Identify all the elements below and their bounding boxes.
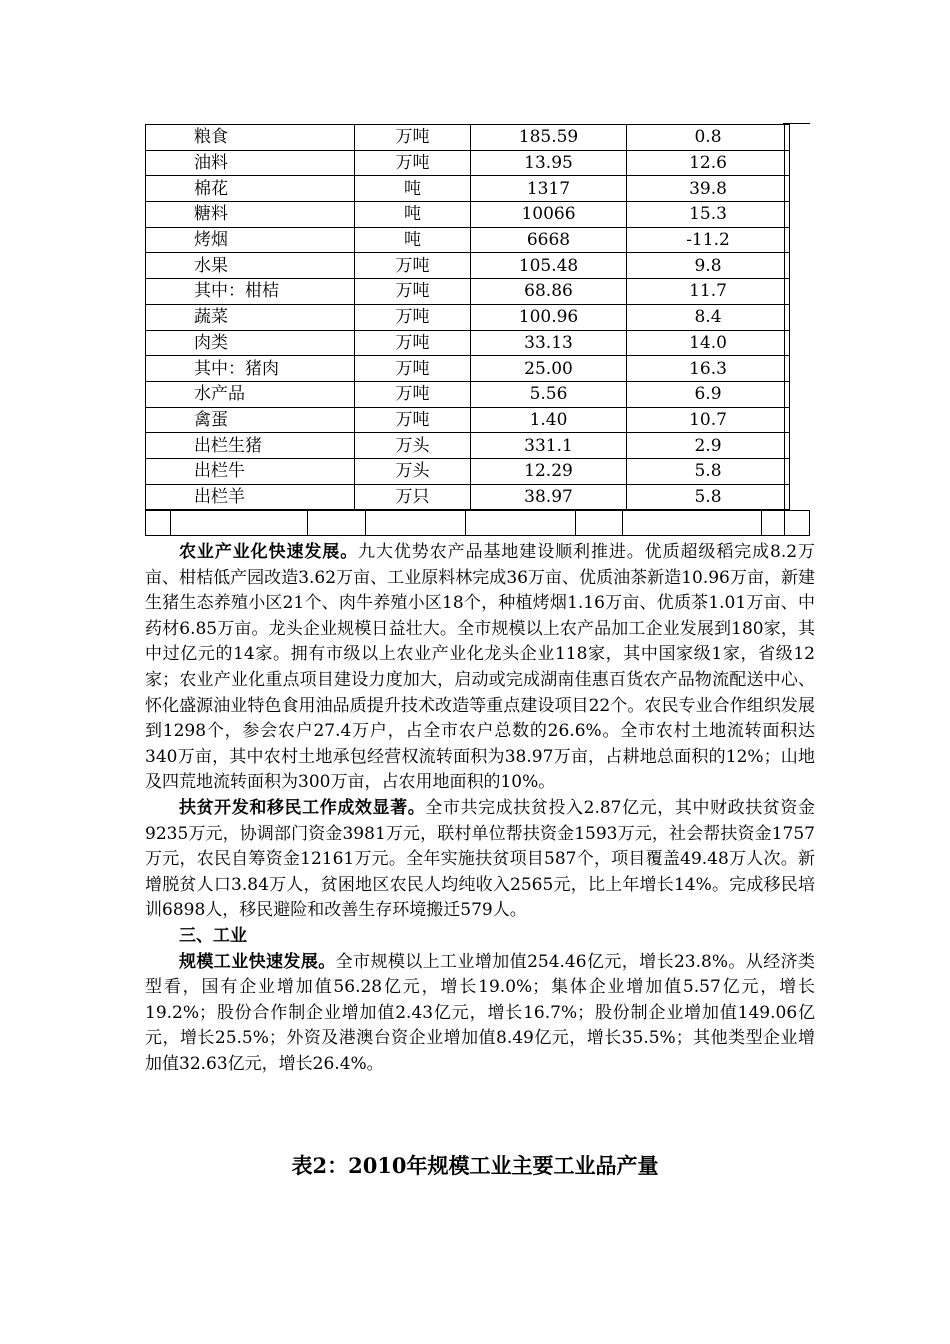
table-row [146, 484, 790, 510]
product-name-cell: 水产品 [146, 381, 355, 407]
unit-cell: 万吨 [355, 279, 471, 305]
unit-cell: 万吨 [355, 304, 471, 330]
paragraph-text: 全市规模以上工业增加值254.46亿元，增长23.8%。从经济类型看，国有企业增加值56.28亿元，增长19.0%；集体企业增加值5.57亿元，增长19.2%；股份合作制企业增加值2.43亿元，增长16.7%；股份制企业增加值149.06亿元，增长25.5%；外资及港澳台资企业增加值8.49亿元，增长35.5%；其他类型企业增加值32.63亿元，增长26.4%。 [145, 951, 815, 1074]
unit-cell: 吨 [355, 227, 471, 253]
agriculture-products-table [145, 124, 810, 510]
table-row [146, 279, 790, 305]
paragraph-poverty-alleviation [145, 796, 815, 924]
product-name-cell: 棉花 [146, 176, 355, 202]
growth-cell: 15.3 [627, 202, 790, 228]
table-title: 表2：2010年规模工业主要工业品产量 [291, 1153, 659, 1178]
growth-cell: -11.2 [627, 227, 790, 253]
table-row [146, 407, 790, 433]
output-cell: 25.00 [471, 356, 627, 382]
paragraph-heading: 扶贫开发和移民工作成效显著。 [179, 797, 426, 818]
output-cell: 100.96 [471, 304, 627, 330]
product-name-cell: 油料 [146, 150, 355, 176]
unit-cell: 吨 [355, 176, 471, 202]
product-name-cell: 出栏羊 [146, 484, 355, 510]
paragraph-heading: 农业产业化快速发展。 [179, 542, 359, 562]
table-row [146, 202, 790, 228]
product-name-cell: 肉类 [146, 330, 355, 356]
growth-cell: 39.8 [627, 176, 790, 202]
output-cell: 1.40 [471, 407, 627, 433]
product-name-cell: 粮食 [146, 125, 355, 151]
growth-cell: 6.9 [627, 381, 790, 407]
growth-cell: 14.0 [627, 330, 790, 356]
paragraph-text: 全市共完成扶贫投入2.87亿元，其中财政扶贫资金9235万元，协调部门资金3981万元，联村单位帮扶资金1593万元，社会帮扶资金1757万元，农民自筹资金12161万元。全年实施扶贫项目587个，项目覆盖49.48万人次。新增脱贫人口3.84万人，贫困地区农民人均纯收入2565元，比上年增长14%。完成移民培训6898人，移民避险和改善生存环境搬迁579人。 [145, 797, 815, 921]
product-name-cell: 其中：猪肉 [146, 356, 355, 382]
output-cell: 105.48 [471, 253, 627, 279]
output-cell: 185.59 [471, 125, 627, 151]
unit-cell: 万吨 [355, 125, 471, 151]
unit-cell: 万头 [355, 433, 471, 459]
growth-cell: 12.6 [627, 150, 790, 176]
growth-cell: 5.8 [627, 458, 790, 484]
table-row [146, 125, 790, 151]
table-row [146, 227, 790, 253]
product-name-cell: 烤烟 [146, 227, 355, 253]
unit-cell: 万头 [355, 458, 471, 484]
unit-cell: 万吨 [355, 381, 471, 407]
output-cell: 331.1 [471, 433, 627, 459]
output-cell: 38.97 [471, 484, 627, 510]
unit-cell: 万吨 [355, 150, 471, 176]
growth-cell: 9.8 [627, 253, 790, 279]
table-row [146, 458, 790, 484]
unit-cell: 吨 [355, 202, 471, 228]
product-name-cell: 糖料 [146, 202, 355, 228]
paragraph-text: 九大优势农产品基地建设顺利推进。优质超级稻完成8.2万亩、柑桔低产园改造3.62万亩、工业原料林完成36万亩、优质油茶新造10.96万亩，新建生猪生态养殖小区21个、肉牛养殖小区18个，种植烤烟1.16万亩、优质茶1.01万亩、中药材6.85万亩。龙头企业规模日益壮大。全市规模以上农产品加工企业发展到180家，其中过亿元的14家。拥有市级以上农业产业化龙头企业118家，其中国家级1家，省级12家；农业产业化重点项目建设力度加大，启动或完成湖南佳惠百货农产品物流配送中心、怀化盛源油业特色食用油品质提升技术改造等重点建设项目22个。农民专业合作组织发展到1298个，参会农户27.4万户，占全市农户总数的26.6%。全市农村土地流转面积达340万亩，其中农村土地承包经营权流转面积为38.97万亩，占耕地总面积的12%；山地及四荒地流转面积为300万亩，占农用地面积的10%。 [145, 542, 815, 793]
table-row [146, 330, 790, 356]
product-name-cell: 其中：柑桔 [146, 279, 355, 305]
unit-cell: 万吨 [355, 253, 471, 279]
growth-cell: 8.4 [627, 304, 790, 330]
growth-cell: 11.7 [627, 279, 790, 305]
paragraph-heading: 规模工业快速发展。 [179, 951, 336, 972]
products-table [145, 124, 790, 510]
table-row [146, 356, 790, 382]
growth-cell: 0.8 [627, 125, 790, 151]
product-name-cell: 出栏生猪 [146, 433, 355, 459]
output-cell: 10066 [471, 202, 627, 228]
output-cell: 5.56 [471, 381, 627, 407]
output-cell: 12.29 [471, 458, 627, 484]
table-row [146, 150, 790, 176]
unit-cell: 万吨 [355, 407, 471, 433]
report-body [145, 540, 815, 1077]
table-row [146, 176, 790, 202]
product-name-cell: 出栏牛 [146, 458, 355, 484]
unit-cell: 万只 [355, 484, 471, 510]
unit-cell: 万吨 [355, 356, 471, 382]
section-heading-text: 三、工业 [179, 925, 247, 946]
product-name-cell: 禽蛋 [146, 407, 355, 433]
table-row [146, 253, 790, 279]
output-cell: 13.95 [471, 150, 627, 176]
output-cell: 33.13 [471, 330, 627, 356]
section-heading-industry [145, 924, 815, 950]
paragraph-agri-industrialization [145, 540, 815, 796]
table-row [146, 304, 790, 330]
growth-cell: 10.7 [627, 407, 790, 433]
growth-cell: 2.9 [627, 433, 790, 459]
unit-cell: 万吨 [355, 330, 471, 356]
product-name-cell: 水果 [146, 253, 355, 279]
output-cell: 1317 [471, 176, 627, 202]
growth-cell: 16.3 [627, 356, 790, 382]
table-row [146, 381, 790, 407]
growth-cell: 5.8 [627, 484, 790, 510]
paragraph-industry [145, 950, 815, 1078]
table-empty-row [145, 510, 810, 536]
output-cell: 68.86 [471, 279, 627, 305]
product-name-cell: 蔬菜 [146, 304, 355, 330]
table-row [146, 433, 790, 459]
output-cell: 6668 [471, 227, 627, 253]
